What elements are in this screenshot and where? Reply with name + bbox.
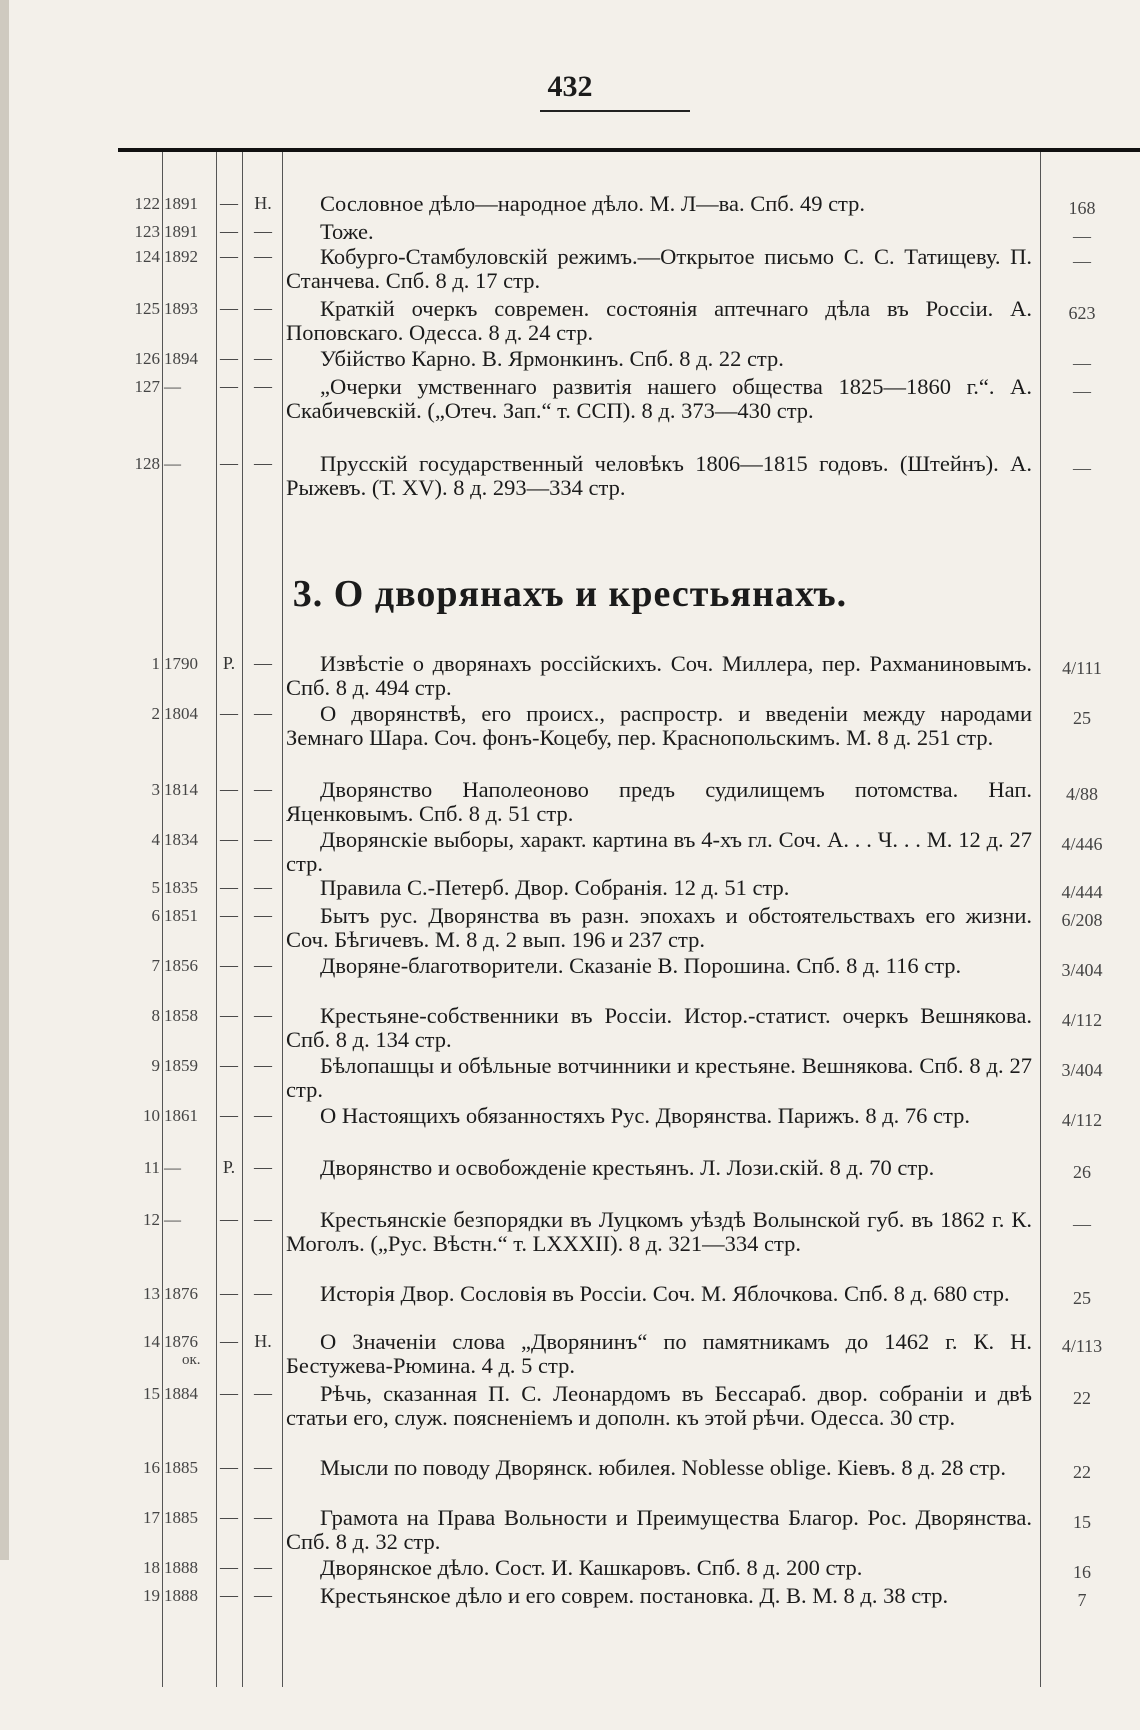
entry-reference: 26 (1073, 1162, 1091, 1182)
entry-mark-2: — (254, 1507, 272, 1527)
entry-title: Сословное дѣло—народное дѣло. М. Л—ва. Спб. 49 стр. (320, 191, 866, 216)
entry-mark-1: — (220, 348, 238, 368)
entry-mark-1: — (220, 703, 238, 723)
entry-year-value: 1891 (164, 222, 198, 241)
entry-year (164, 1006, 216, 1026)
entry-year-value: 1888 (164, 1586, 198, 1605)
entry-title: Прусскій государственный человѣкъ 1806—1815 годовъ. (Штейнъ). А. Рыжевъ. (Т. XV). 8 д. 293—334 стр. (286, 451, 1032, 500)
entry-mark-2: — (254, 1383, 272, 1403)
entry-year (164, 1284, 216, 1304)
entry-mark-2: — (254, 376, 272, 396)
entry-mark-2: — (254, 779, 272, 799)
entry-year-value: 1876 (164, 1332, 198, 1351)
entry-year-value: 1790 (164, 654, 198, 673)
entry-title: Правила С.-Петерб. Двор. Собранія. 12 д. 51 стр. (320, 875, 790, 900)
entry-number: 17 (143, 1508, 160, 1527)
entry-title: Грамота на Права Вольности и Преимущества Благор. Рос. Дворянства. Спб. 8 д. 32 стр. (286, 1505, 1032, 1554)
entry-mark-1: — (220, 453, 238, 473)
entry-year-value: 1884 (164, 1384, 198, 1403)
entry-reference: — (1073, 353, 1091, 373)
entry-mark-2: — (254, 1209, 272, 1229)
entry-title: Кобурго-Стамбуловскій режимъ.—Открытое письмо С. С. Татищеву. П. Станчева. Спб. 8 д. 17 стр. (286, 244, 1032, 293)
entry-reference: 4/113 (1061, 1336, 1103, 1356)
entry-title: О Значеніи слова „Дворянинъ“ по памятникамъ до 1462 г. К. Н. Бестужева-Рюмина. 4 д. 5 стр. (286, 1329, 1032, 1378)
entry-mark-2: — (254, 1157, 272, 1177)
entry-year (164, 1558, 216, 1578)
entry-reference: — (1073, 1214, 1091, 1234)
entry-mark-1: — (220, 877, 238, 897)
entry-mark-1: — (220, 246, 238, 266)
section-heading: 3. О дворянахъ и крестьянахъ. (292, 573, 848, 615)
entry-mark-2: — (254, 1055, 272, 1075)
entry-mark-1: — (220, 779, 238, 799)
entry-year-value: — (164, 1158, 181, 1177)
entry-reference: 7 (1077, 1590, 1087, 1610)
entry-year-value: 1859 (164, 1056, 198, 1075)
entry-title: Краткій очеркъ современ. состоянія аптечнаго дѣла въ Россіи. А. Поповскаго. Одесса. 8 д. 24 стр. (286, 296, 1032, 345)
entry-mark-2: — (254, 877, 272, 897)
entry-title: Крестьянскіе безпорядки въ Луцкомъ уѣздѣ Волынской губ. въ 1862 г. К. Моголъ. („Рус. Вѣстн.“ т. LXXXII). 8 д. 321—334 стр. (286, 1207, 1032, 1256)
entry-reference: — (1073, 251, 1091, 271)
entry-year-value: 1851 (164, 906, 198, 925)
entry-title: Дворянское дѣло. Сост. И. Кашкаровъ. Спб. 8 д. 200 стр. (320, 1555, 863, 1580)
entry-reference: 168 (1068, 198, 1096, 218)
entry-mark-1: Р. (222, 653, 236, 673)
entry-year (164, 1508, 216, 1528)
entry-mark-1: — (220, 1105, 238, 1125)
entry-mark-1: — (220, 1209, 238, 1229)
entry-reference: 25 (1073, 1288, 1091, 1308)
entry-year-value: — (164, 454, 181, 473)
entry-title: Крестьянское дѣло и его соврем. постановка. Д. В. М. 8 д. 38 стр. (320, 1583, 949, 1608)
entry-reference: 22 (1073, 1388, 1091, 1408)
entry-mark-2: — (254, 955, 272, 975)
entry-year (164, 1384, 216, 1404)
entry-number: 128 (134, 454, 160, 473)
left-gutter-shadow (0, 0, 9, 1560)
entry-mark-1: — (220, 193, 238, 213)
entry-mark-2: — (254, 1457, 272, 1477)
entry-number: 125 (134, 299, 160, 318)
entry-mark-2: — (254, 298, 272, 318)
entry-number: 6 (151, 906, 160, 925)
entry-title: Дворяне-благотворители. Сказаніе В. Порошина. Спб. 8 д. 116 стр. (320, 953, 962, 978)
entry-number: 8 (151, 1006, 160, 1025)
entry-title: Дворянство Наполеоново предъ судилищемъ потомства. Нап. Яценковымъ. Спб. 8 д. 51 стр. (286, 777, 1032, 826)
page-number: 432 (547, 70, 593, 103)
entry-year (164, 780, 216, 800)
entry-mark-2: — (254, 1105, 272, 1125)
entry-year (164, 377, 216, 397)
entry-year (164, 299, 216, 319)
entry-year-value: 1834 (164, 830, 198, 849)
entry-reference: 4/112 (1061, 1010, 1103, 1030)
entry-number: 10 (143, 1106, 160, 1125)
entry-mark-2: Н. (254, 1331, 272, 1351)
entry-reference: 3/404 (1061, 1060, 1103, 1080)
entry-title: Дворянскіе выборы, характ. картина въ 4-хъ гл. Соч. А. . . Ч. . . М. 12 д. 27 стр. (286, 827, 1032, 876)
entry-year-note: ок. (182, 1352, 201, 1368)
entry-mark-2: — (254, 1283, 272, 1303)
entry-mark-2: — (254, 348, 272, 368)
entry-title: Исторія Двор. Сословія въ Россіи. Соч. М. Яблочкова. Спб. 8 д. 680 стр. (320, 1281, 1010, 1306)
entry-year (164, 830, 216, 850)
entry-year-value: 1814 (164, 780, 198, 799)
entry-year-value: — (164, 1210, 181, 1229)
entry-reference: 4/111 (1062, 658, 1102, 678)
entry-year (164, 704, 216, 724)
entry-year (164, 1158, 216, 1178)
entry-mark-1: — (220, 221, 238, 241)
entry-number: 127 (134, 377, 160, 396)
entry-mark-2: — (254, 1005, 272, 1025)
entry-year-value: 1888 (164, 1558, 198, 1577)
entry-mark-1: — (220, 1557, 238, 1577)
entry-mark-1: — (220, 376, 238, 396)
entry-mark-1: — (220, 1055, 238, 1075)
entry-year (164, 1106, 216, 1126)
entry-mark-1: — (220, 829, 238, 849)
page-number-rule (540, 110, 690, 112)
entry-number: 3 (151, 780, 160, 799)
entry-title: О дворянствѣ, его происх., распростр. и введеніи между народами Земнаго Шара. Соч. фонъ-Коцебу, пер. Краснопольскимъ. М. 8 д. 251 стр. (286, 701, 1032, 750)
entry-reference: — (1073, 458, 1091, 478)
entry-number: 13 (143, 1284, 160, 1303)
entry-year-value: 1892 (164, 247, 198, 266)
entry-mark-1: — (220, 298, 238, 318)
entry-reference: 4/444 (1061, 882, 1103, 902)
entry-mark-2: — (254, 453, 272, 473)
entry-number: 14 (143, 1332, 160, 1351)
entry-year-value: — (164, 377, 181, 396)
entry-title: Извѣстіе о дворянахъ россійскихъ. Соч. Миллера, пер. Рахманиновымъ. Спб. 8 д. 494 стр. (286, 651, 1032, 700)
entry-year-value: 1804 (164, 704, 198, 723)
entry-reference: 4/112 (1061, 1110, 1103, 1130)
entry-year (164, 1210, 216, 1230)
entry-mark-2: — (254, 905, 272, 925)
entry-mark-2: — (254, 829, 272, 849)
entry-year-value: 1893 (164, 299, 198, 318)
entry-reference: 4/446 (1061, 834, 1103, 854)
entry-mark-2: — (254, 703, 272, 723)
entry-title: Убійство Карно. В. Ярмонкинъ. Спб. 8 д. 22 стр. (320, 346, 784, 371)
entry-year-value: 1885 (164, 1508, 198, 1527)
entry-mark-1: — (220, 1283, 238, 1303)
entry-year-value: 1861 (164, 1106, 198, 1125)
entry-number: 122 (134, 194, 160, 213)
entry-reference: 16 (1073, 1562, 1091, 1582)
entry-mark-2: — (254, 653, 272, 673)
entry-number: 9 (151, 1056, 160, 1075)
entry-mark-1: — (220, 1585, 238, 1605)
entry-year (164, 1586, 216, 1606)
entry-mark-1: — (220, 955, 238, 975)
entry-number: 124 (134, 247, 160, 266)
entry-number: 123 (134, 222, 160, 241)
entry-year (164, 878, 216, 898)
entry-number: 2 (151, 704, 160, 723)
entry-mark-2: — (254, 1557, 272, 1577)
entry-reference: 22 (1073, 1462, 1091, 1482)
entry-year (164, 194, 216, 214)
entry-title: Бѣлопашцы и обѣльные вотчинники и крестьяне. Вешнякова. Спб. 8 д. 27 стр. (286, 1053, 1032, 1102)
entry-title: О Настоящихъ обязанностяхъ Рус. Дворянства. Парижъ. 8 д. 76 стр. (320, 1103, 971, 1128)
entry-mark-2: Н. (254, 193, 272, 213)
entry-mark-2: — (254, 246, 272, 266)
entry-year (164, 247, 216, 267)
entry-reference: 6/208 (1061, 910, 1103, 930)
entry-reference: 3/404 (1061, 960, 1103, 980)
entry-year (164, 956, 216, 976)
entry-mark-1: — (220, 1005, 238, 1025)
entry-reference: 4/88 (1065, 784, 1098, 804)
entry-year-value: 1856 (164, 956, 198, 975)
entry-title: Мысли по поводу Дворянск. юбилея. Noblesse oblige. Кіевъ. 8 д. 28 стр. (320, 1455, 1007, 1480)
entry-title: „Очерки умственнаго развитія нашего общества 1825—1860 г.“. А. Скабичевскій. („Отеч. Зап.“ т. ССП). 8 д. 373—430 стр. (286, 374, 1032, 423)
entry-mark-2: — (254, 221, 272, 241)
entry-reference: — (1073, 226, 1091, 246)
entry-year (164, 349, 216, 369)
entry-mark-1: — (220, 1383, 238, 1403)
entry-number: 11 (143, 1158, 160, 1177)
entry-year (164, 654, 216, 674)
entry-mark-1: — (220, 905, 238, 925)
entry-mark-1: Р. (222, 1157, 236, 1177)
entry-mark-1: — (220, 1507, 238, 1527)
entry-year (164, 906, 216, 926)
entry-year (164, 1458, 216, 1478)
entry-year-value: 1885 (164, 1458, 198, 1477)
entry-year (164, 222, 216, 242)
entry-year-value: 1891 (164, 194, 198, 213)
entry-number: 126 (134, 349, 160, 368)
entry-number: 7 (151, 956, 160, 975)
entry-reference: 15 (1073, 1512, 1091, 1532)
entry-year-value: 1858 (164, 1006, 198, 1025)
entry-year (164, 454, 216, 474)
entry-number: 19 (143, 1586, 160, 1605)
entry-year-value: 1835 (164, 878, 198, 897)
entry-number: 16 (143, 1458, 160, 1477)
entry-title: Бытъ рус. Дворянства въ разн. эпохахъ и обстоятельствахъ его жизни. Соч. Бѣгичевъ. М. 8 д. 2 вып. 196 и 237 стр. (286, 903, 1032, 952)
entry-mark-1: — (220, 1331, 238, 1351)
entry-year (164, 1332, 216, 1369)
entry-title: Дворянство и освобожденіе крестьянъ. Л. Лози.скій. 8 д. 70 стр. (320, 1155, 935, 1180)
entry-number: 15 (143, 1384, 160, 1403)
entry-reference: — (1073, 381, 1091, 401)
entry-number: 12 (143, 1210, 160, 1229)
entry-year-value: 1894 (164, 349, 198, 368)
entry-number: 18 (143, 1558, 160, 1577)
entry-title: Рѣчь, сказанная П. С. Леонардомъ въ Бессараб. двор. собраніи и двѣ статьи его, служ. поясненіемъ и дополн. къ этой рѣчи. Одесса. 30 стр. (286, 1381, 1032, 1430)
entry-year-value: 1876 (164, 1284, 198, 1303)
entry-title: Тоже. (320, 219, 374, 244)
entry-reference: 623 (1068, 303, 1096, 323)
entry-number: 4 (151, 830, 160, 849)
entry-mark-1: — (220, 1457, 238, 1477)
entry-number: 5 (151, 878, 160, 897)
top-rule (118, 148, 1140, 152)
entry-mark-2: — (254, 1585, 272, 1605)
entry-title: Крестьяне-собственники въ Россіи. Истор.-статист. очеркъ Вешнякова. Спб. 8 д. 134 стр. (286, 1003, 1032, 1052)
entry-reference: 25 (1073, 708, 1091, 728)
entry-year (164, 1056, 216, 1076)
entry-number: 1 (151, 654, 160, 673)
